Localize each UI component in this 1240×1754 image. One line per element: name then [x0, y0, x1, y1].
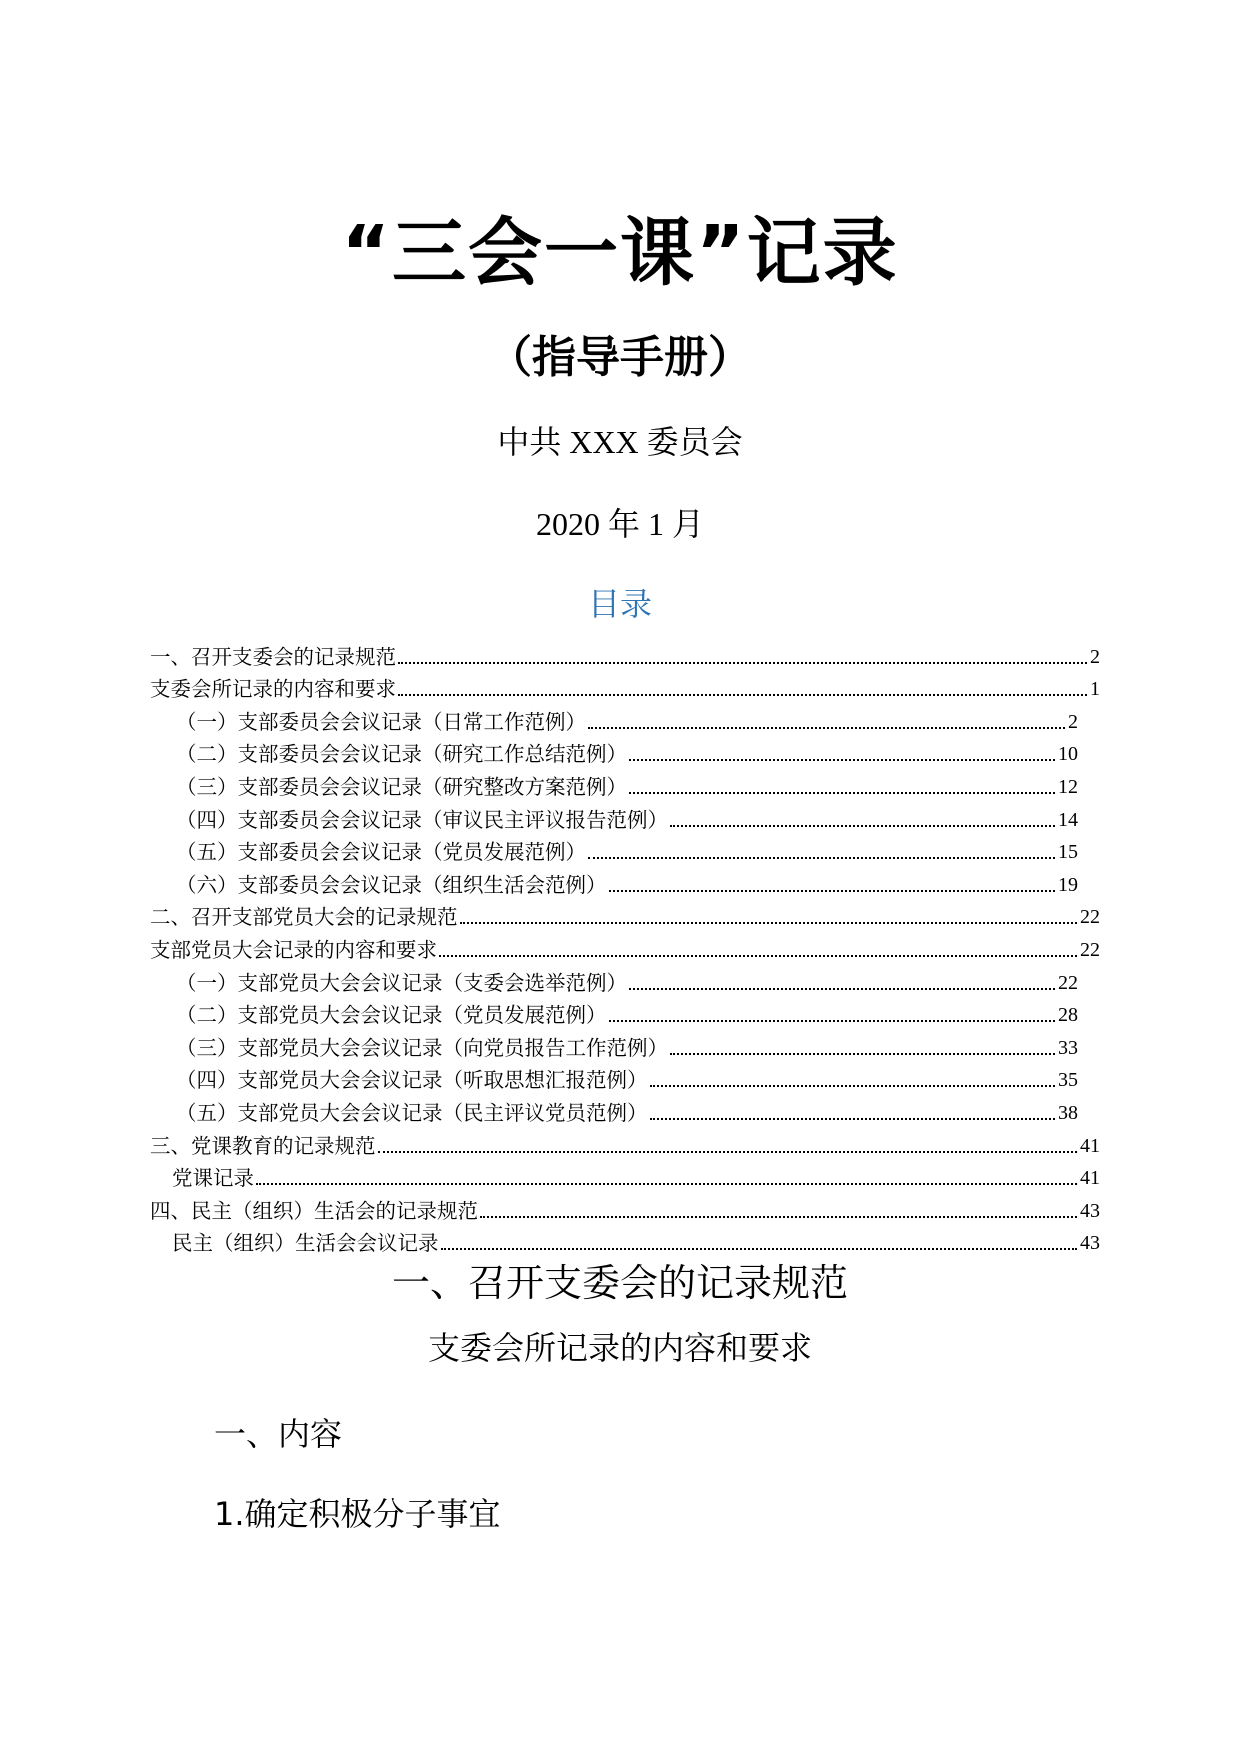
- toc-entry[interactable]: [150, 1028, 1100, 1061]
- toc-entry-text: （六）支部委员会会议记录（组织生活会范例）: [176, 872, 607, 897]
- toc-entry[interactable]: [150, 735, 1100, 768]
- toc-entry-page: 12: [1058, 775, 1078, 798]
- item-heading: 1.确定积极分子事宜: [214, 1495, 501, 1533]
- toc-leader-dots: [609, 1020, 1056, 1022]
- toc-entry-text: （四）支部委员会会议记录（审议民主评议报告范例）: [176, 807, 668, 832]
- toc-leader-dots: [398, 694, 1087, 696]
- toc-leader-dots: [629, 988, 1055, 990]
- toc-entry-page: 35: [1058, 1069, 1078, 1092]
- toc-entry-text: （一）支部委员会会议记录（日常工作范例）: [176, 709, 586, 734]
- toc-entry-page: 22: [1080, 938, 1100, 961]
- toc-entry-page: 19: [1058, 873, 1078, 896]
- toc-entry[interactable]: [150, 767, 1100, 800]
- toc-entry-text: （二）支部委员会会议记录（研究工作总结范例）: [176, 742, 627, 767]
- toc-leader-dots: [650, 1085, 1056, 1087]
- section-heading: 一、召开支委会的记录规范: [391, 1261, 848, 1305]
- toc-entry[interactable]: [150, 702, 1100, 735]
- toc-leader-dots: [588, 727, 1065, 729]
- document-date: 2020 年 1 月: [535, 506, 704, 542]
- toc-entry-text: 党课记录: [172, 1166, 254, 1191]
- toc-entry-page: 28: [1058, 1004, 1078, 1027]
- toc-entry[interactable]: [150, 996, 1100, 1029]
- toc-entry-text: 民主（组织）生活会会议记录: [172, 1231, 439, 1256]
- toc-leader-dots: [650, 1118, 1056, 1120]
- toc-entry-text: 四、民主（组织）生活会的记录规范: [150, 1198, 478, 1223]
- document-subtitle: （指导手册）: [488, 332, 752, 383]
- toc-leader-dots: [670, 1053, 1055, 1055]
- toc-entry[interactable]: [150, 800, 1100, 833]
- toc-entry[interactable]: [150, 1061, 1100, 1094]
- toc-entry[interactable]: [150, 1159, 1100, 1192]
- toc-entry-page: 15: [1058, 841, 1078, 864]
- toc-entry[interactable]: [150, 898, 1100, 931]
- toc-entry[interactable]: [150, 670, 1100, 703]
- toc-leader-dots: [629, 792, 1055, 794]
- toc-leader-dots: [439, 955, 1077, 957]
- toc-entry-page: 38: [1058, 1101, 1078, 1124]
- toc-leader-dots: [378, 1151, 1078, 1153]
- toc-heading: 目录: [587, 585, 652, 623]
- table-of-contents: [150, 637, 1100, 1256]
- toc-entry[interactable]: [150, 865, 1100, 898]
- toc-leader-dots: [460, 922, 1078, 924]
- toc-leader-dots: [670, 825, 1055, 827]
- toc-entry-page: 1: [1090, 678, 1100, 701]
- toc-entry-text: 一、召开支委会的记录规范: [150, 644, 396, 669]
- part-heading: 一、内容: [214, 1415, 343, 1453]
- toc-entry-text: （三）支部党员大会会议记录（向党员报告工作范例）: [176, 1035, 668, 1060]
- toc-entry-text: （五）支部委员会会议记录（党员发展范例）: [176, 840, 586, 865]
- toc-leader-dots: [398, 662, 1087, 664]
- toc-entry-page: 33: [1058, 1036, 1078, 1059]
- toc-entry[interactable]: [150, 1093, 1100, 1126]
- toc-entry-page: 2: [1090, 645, 1100, 668]
- toc-entry-page: 14: [1058, 808, 1078, 831]
- toc-entry-text: （三）支部委员会会议记录（研究整改方案范例）: [176, 774, 627, 799]
- toc-entry[interactable]: [150, 963, 1100, 996]
- toc-entry-text: （一）支部党员大会会议记录（支委会选举范例）: [176, 970, 627, 995]
- toc-entry-page: 43: [1080, 1232, 1100, 1255]
- toc-leader-dots: [441, 1248, 1078, 1250]
- toc-entry-page: 41: [1080, 1167, 1100, 1190]
- toc-entry[interactable]: [150, 637, 1100, 670]
- subsection-heading: 支委会所记录的内容和要求: [427, 1329, 812, 1367]
- toc-entry-text: 二、召开支部党员大会的记录规范: [150, 905, 458, 930]
- toc-leader-dots: [588, 857, 1055, 859]
- toc-entry[interactable]: [150, 1224, 1100, 1257]
- toc-entry-text: （五）支部党员大会会议记录（民主评议党员范例）: [176, 1100, 648, 1125]
- toc-entry-page: 43: [1080, 1199, 1100, 1222]
- toc-entry-page: 10: [1058, 743, 1078, 766]
- organization-name: 中共 XXX 委员会: [497, 424, 743, 460]
- toc-entry-page: 41: [1080, 1134, 1100, 1157]
- toc-entry-text: （二）支部党员大会会议记录（党员发展范例）: [176, 1003, 607, 1028]
- toc-leader-dots: [629, 759, 1055, 761]
- toc-entry[interactable]: [150, 833, 1100, 866]
- toc-entry-page: 2: [1068, 710, 1078, 733]
- toc-leader-dots: [609, 890, 1056, 892]
- toc-leader-dots: [256, 1183, 1077, 1185]
- toc-leader-dots: [480, 1216, 1077, 1218]
- toc-entry[interactable]: [150, 1191, 1100, 1224]
- toc-entry-text: 支部党员大会记录的内容和要求: [150, 937, 437, 962]
- toc-entry-text: 三、党课教育的记录规范: [150, 1133, 376, 1158]
- toc-entry[interactable]: [150, 1126, 1100, 1159]
- toc-entry-text: （四）支部党员大会会议记录（听取思想汇报范例）: [176, 1068, 648, 1093]
- document-title: “三会一课”记录: [341, 210, 899, 296]
- toc-entry-text: 支委会所记录的内容和要求: [150, 677, 396, 702]
- toc-entry[interactable]: [150, 930, 1100, 963]
- toc-entry-page: 22: [1058, 971, 1078, 994]
- toc-entry-page: 22: [1080, 906, 1100, 929]
